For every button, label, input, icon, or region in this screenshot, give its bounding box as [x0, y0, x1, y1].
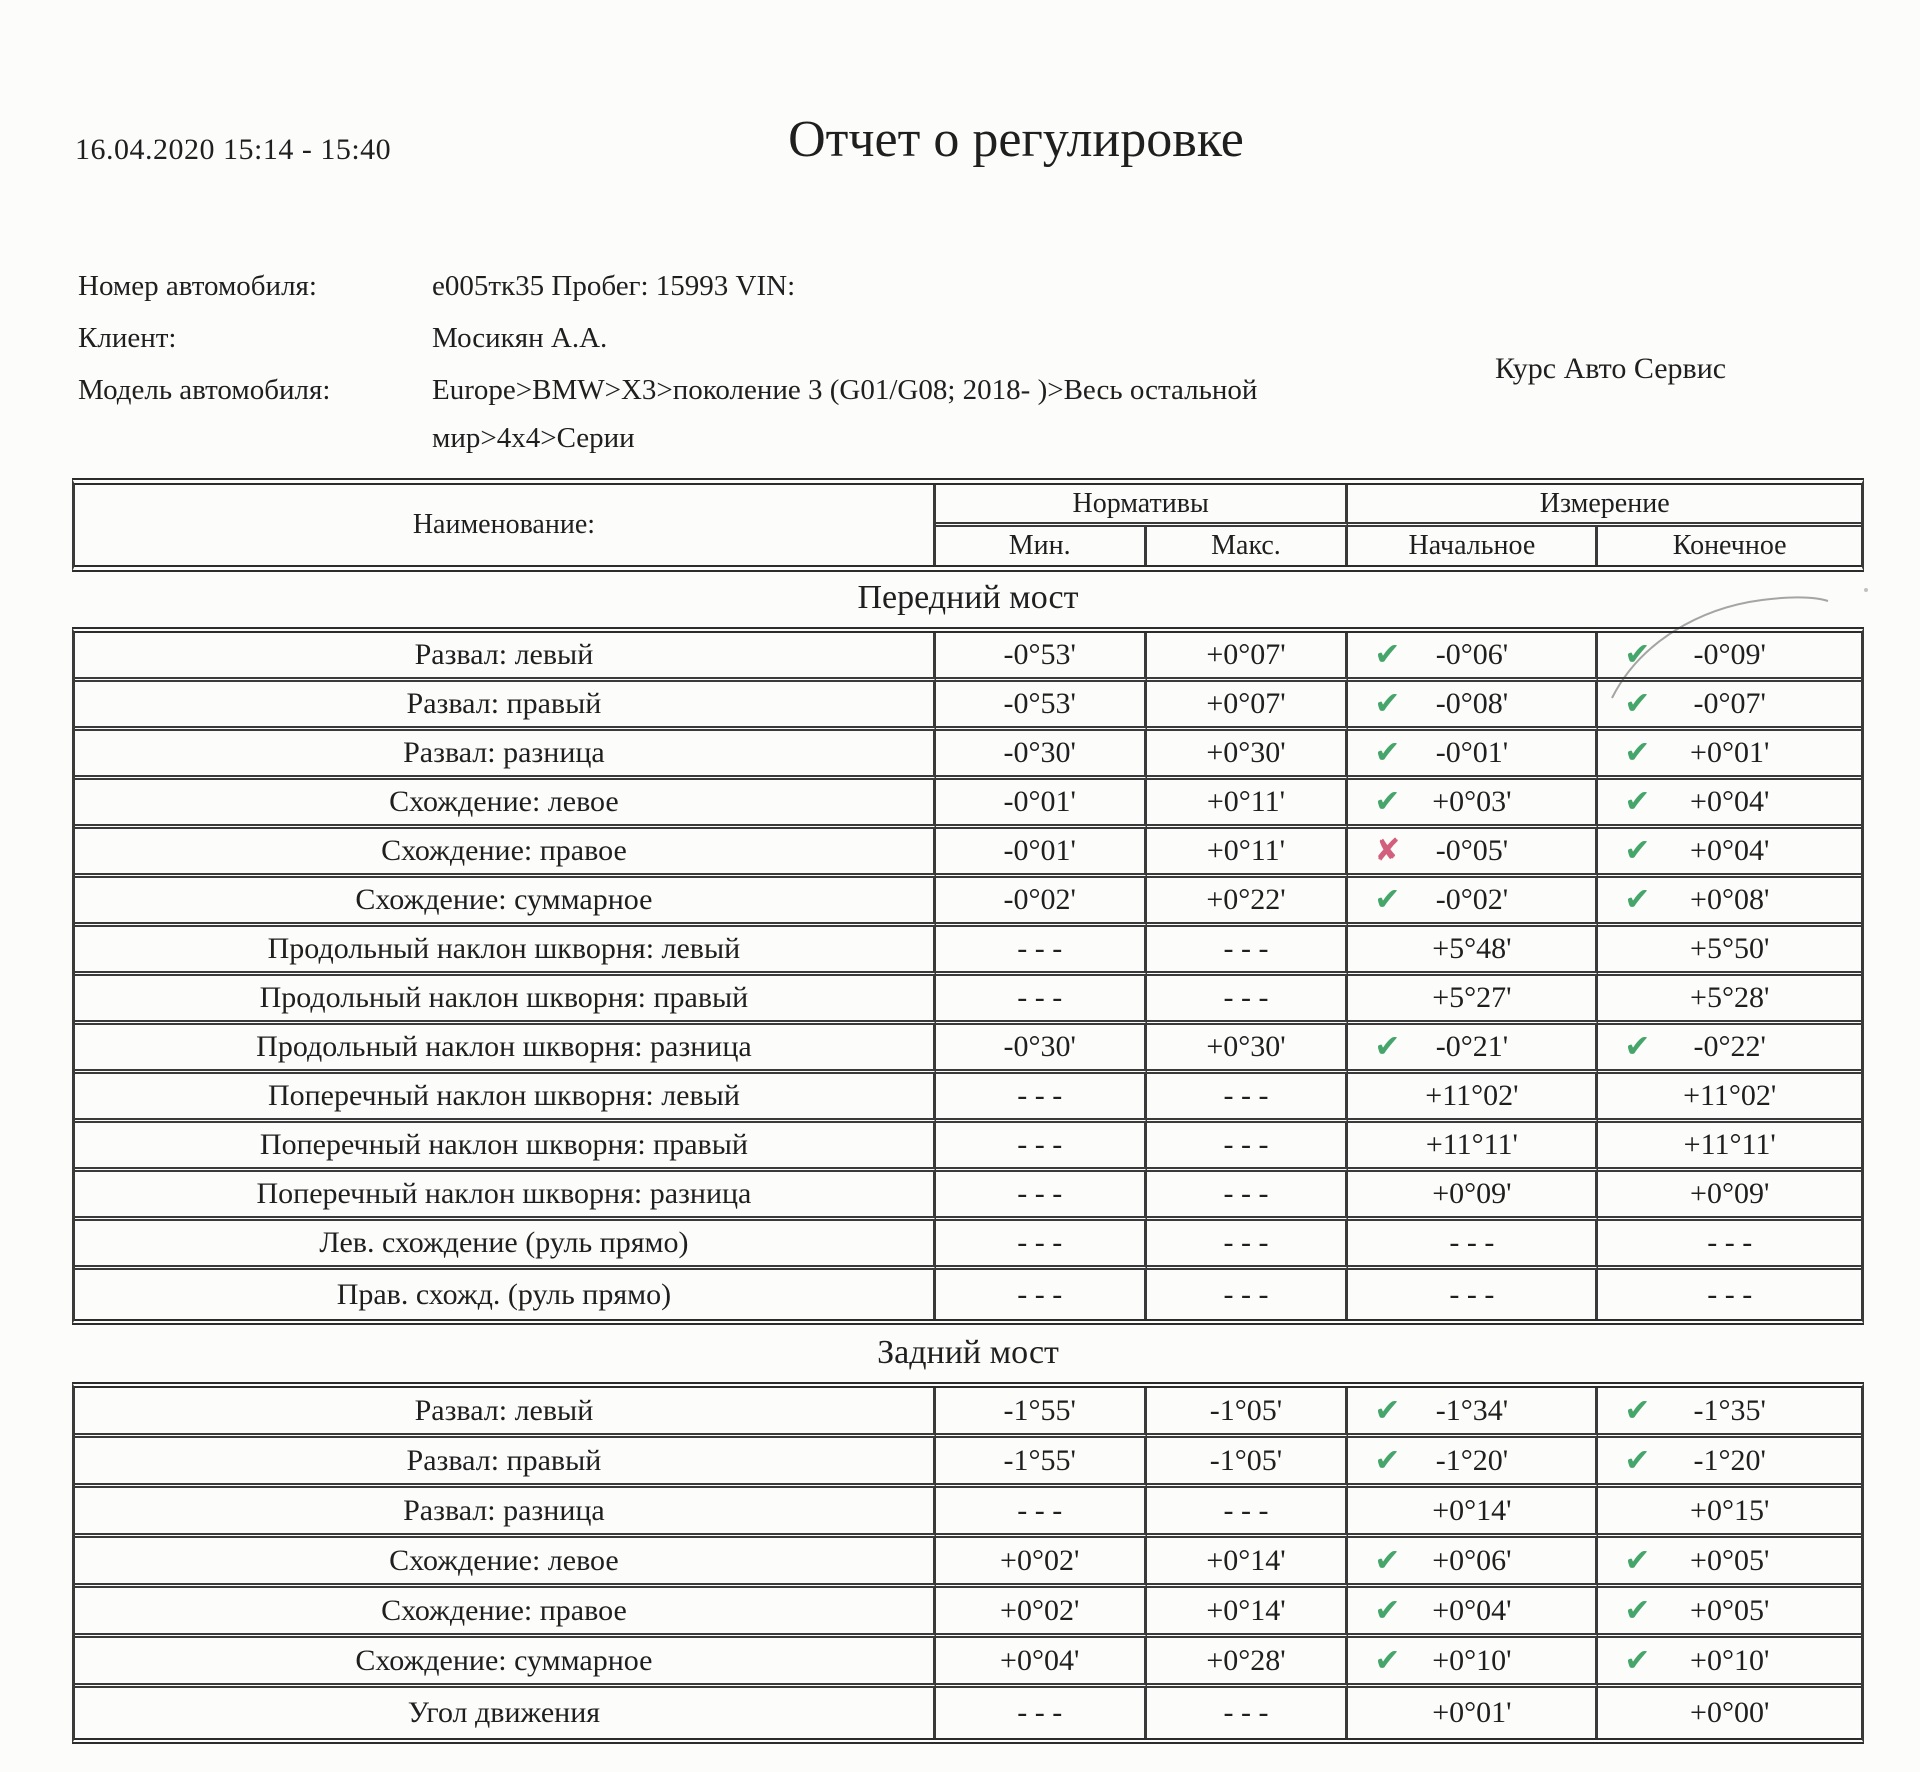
measured-value: - - -	[1707, 1277, 1753, 1311]
max-value: - - -	[1147, 1688, 1349, 1738]
measured-value: - - -	[1449, 1226, 1495, 1259]
measured-value: +0°00'	[1690, 1696, 1770, 1729]
report-datetime: 16.04.2020 15:14 - 15:40	[75, 133, 392, 166]
check-icon: ✔	[1624, 1542, 1651, 1578]
check-icon: ✔	[1624, 636, 1651, 673]
measured-value: +0°10'	[1690, 1643, 1770, 1677]
check-icon: ✔	[1624, 881, 1651, 918]
measured-value: -0°22'	[1693, 1030, 1766, 1063]
table-row	[75, 1538, 1861, 1588]
max-value: +0°07'	[1147, 633, 1349, 682]
table-header	[72, 478, 1864, 572]
vehicle-number-value: е005тк35 Пробег: 15993 VIN:	[432, 270, 796, 302]
final-measurement	[1598, 731, 1861, 780]
table-row	[75, 1688, 1861, 1738]
max-value: -1°05'	[1147, 1438, 1349, 1488]
final-measurement	[1598, 1074, 1861, 1123]
check-icon: ✔	[1624, 783, 1651, 820]
check-icon: ✔	[1624, 685, 1651, 722]
final-measurement	[1598, 1025, 1861, 1074]
table-row	[75, 1388, 1861, 1438]
table-row	[75, 1074, 1861, 1123]
parameter-name: Лев. схождение (руль прямо)	[75, 1221, 936, 1270]
max-value: - - -	[1147, 1172, 1349, 1221]
initial-measurement	[1348, 1688, 1598, 1738]
vehicle-number-label: Номер автомобиля:	[78, 270, 317, 302]
initial-measurement	[1348, 780, 1598, 829]
measured-value: +0°04'	[1690, 785, 1770, 818]
measured-value: +5°27'	[1432, 981, 1512, 1014]
max-value: +0°30'	[1147, 731, 1349, 780]
check-icon: ✔	[1624, 734, 1651, 771]
measured-value: +5°28'	[1690, 981, 1770, 1014]
parameter-name: Поперечный наклон шкворня: разница	[75, 1172, 936, 1221]
min-value: -0°01'	[936, 829, 1147, 878]
measured-value: - - -	[1449, 1277, 1495, 1311]
measured-value: +0°04'	[1432, 1593, 1512, 1627]
parameter-name: Развал: левый	[75, 633, 936, 682]
check-icon: ✔	[1374, 1442, 1401, 1478]
measured-value: -0°09'	[1693, 638, 1766, 671]
measured-value: +0°10'	[1432, 1643, 1512, 1677]
min-value: - - -	[936, 1221, 1147, 1270]
table-row	[75, 1270, 1861, 1319]
min-value: -1°55'	[936, 1438, 1147, 1488]
measured-value: -1°34'	[1435, 1393, 1509, 1427]
final-measurement	[1598, 1488, 1861, 1538]
final-measurement	[1598, 829, 1861, 878]
measured-value: +5°48'	[1432, 932, 1512, 965]
column-group-standards: Нормативы	[936, 485, 1349, 527]
measured-value: -0°02'	[1435, 883, 1509, 916]
final-measurement	[1598, 1438, 1861, 1488]
section-title: Передний мост	[857, 579, 1079, 616]
min-value: - - -	[936, 1688, 1147, 1738]
min-value: +0°02'	[936, 1538, 1147, 1588]
initial-measurement	[1348, 1172, 1598, 1221]
table-row	[75, 1123, 1861, 1172]
max-value: - - -	[1147, 1488, 1349, 1538]
initial-measurement	[1348, 927, 1598, 976]
max-value: +0°11'	[1147, 780, 1349, 829]
min-value: -0°01'	[936, 780, 1147, 829]
parameter-name: Угол движения	[75, 1688, 936, 1738]
max-value: - - -	[1147, 1123, 1349, 1172]
min-value: - - -	[936, 1172, 1147, 1221]
measured-value: -0°07'	[1693, 687, 1766, 720]
parameter-name: Развал: разница	[75, 731, 936, 780]
check-icon: ✔	[1374, 1028, 1401, 1065]
measured-value: +5°50'	[1690, 932, 1770, 965]
parameter-name: Поперечный наклон шкворня: левый	[75, 1074, 936, 1123]
table-row	[75, 878, 1861, 927]
table-row	[75, 829, 1861, 878]
final-measurement	[1598, 878, 1861, 927]
measured-value: -0°05'	[1435, 834, 1509, 867]
initial-measurement	[1348, 1488, 1598, 1538]
parameter-name: Схождение: левое	[75, 1538, 936, 1588]
table-row	[75, 1488, 1861, 1538]
model-value-line1: Europe>BMW>X3>поколение 3 (G01/G08; 2018- )>Весь остальной	[432, 374, 1258, 406]
table-row	[75, 682, 1861, 731]
initial-measurement	[1348, 1438, 1598, 1488]
check-icon: ✔	[1374, 734, 1401, 771]
final-measurement	[1598, 682, 1861, 731]
check-icon: ✔	[1624, 1592, 1651, 1628]
column-header-final: Конечное	[1672, 530, 1787, 561]
initial-measurement	[1348, 633, 1598, 682]
max-value: +0°30'	[1147, 1025, 1349, 1074]
max-value: -1°05'	[1147, 1388, 1349, 1438]
parameter-name: Продольный наклон шкворня: разница	[75, 1025, 936, 1074]
min-value: - - -	[936, 927, 1147, 976]
max-value: +0°07'	[1147, 682, 1349, 731]
check-icon: ✔	[1624, 832, 1651, 869]
check-icon: ✔	[1374, 636, 1401, 673]
parameter-name: Схождение: правое	[75, 829, 936, 878]
final-measurement	[1598, 976, 1861, 1025]
final-measurement	[1598, 633, 1861, 682]
check-icon: ✔	[1374, 783, 1401, 820]
parameter-name: Схождение: левое	[75, 780, 936, 829]
initial-measurement	[1348, 1588, 1598, 1638]
measured-value: +0°09'	[1432, 1177, 1512, 1210]
parameter-name: Развал: разница	[75, 1488, 936, 1538]
max-value: - - -	[1147, 1270, 1349, 1319]
measured-value: +0°08'	[1690, 883, 1770, 916]
min-value: -0°53'	[936, 633, 1147, 682]
final-measurement	[1598, 1172, 1861, 1221]
final-measurement	[1598, 780, 1861, 829]
check-icon: ✔	[1374, 881, 1401, 918]
workshop-name: Курс Авто Сервис	[1495, 352, 1727, 385]
check-icon: ✔	[1374, 1392, 1401, 1428]
measured-value: -0°01'	[1435, 736, 1509, 769]
min-value: -0°30'	[936, 731, 1147, 780]
min-value: - - -	[936, 1270, 1147, 1319]
min-value: - - -	[936, 1074, 1147, 1123]
table-row	[75, 1638, 1861, 1688]
max-value: +0°14'	[1147, 1538, 1349, 1588]
max-value: - - -	[1147, 976, 1349, 1025]
client-value: Мосикян А.А.	[432, 322, 608, 354]
table-row	[75, 976, 1861, 1025]
final-measurement	[1598, 1588, 1861, 1638]
min-value: +0°02'	[936, 1588, 1147, 1638]
final-measurement	[1598, 1123, 1861, 1172]
initial-measurement	[1348, 1025, 1598, 1074]
measured-value: -1°35'	[1693, 1393, 1766, 1427]
measured-value: +0°15'	[1690, 1493, 1770, 1527]
max-value: +0°14'	[1147, 1588, 1349, 1638]
max-value: +0°28'	[1147, 1638, 1349, 1688]
min-value: -0°30'	[936, 1025, 1147, 1074]
max-value: - - -	[1147, 927, 1349, 976]
measured-value: +11°11'	[1683, 1128, 1776, 1161]
parameter-name: Продольный наклон шкворня: левый	[75, 927, 936, 976]
alignment-table	[72, 627, 1864, 1325]
initial-measurement	[1348, 731, 1598, 780]
initial-measurement	[1348, 682, 1598, 731]
parameter-name: Схождение: суммарное	[75, 1638, 936, 1688]
table-row	[75, 1221, 1861, 1270]
measured-value: +11°11'	[1425, 1128, 1518, 1161]
client-label: Клиент:	[78, 322, 177, 354]
parameter-name: Поперечный наклон шкворня: правый	[75, 1123, 936, 1172]
min-value: -0°02'	[936, 878, 1147, 927]
max-value: - - -	[1147, 1074, 1349, 1123]
column-group-measurement: Измерение	[1348, 485, 1861, 527]
measured-value: +0°05'	[1690, 1543, 1770, 1577]
measured-value: +0°01'	[1432, 1696, 1512, 1729]
model-value-line2: мир>4x4>Серии	[432, 422, 635, 454]
parameter-name: Развал: левый	[75, 1388, 936, 1438]
initial-measurement	[1348, 1388, 1598, 1438]
parameter-name: Прав. схожд. (руль прямо)	[75, 1270, 936, 1319]
initial-measurement	[1348, 1538, 1598, 1588]
check-icon: ✔	[1374, 1542, 1401, 1578]
parameter-name: Развал: правый	[75, 682, 936, 731]
table-row	[75, 633, 1861, 682]
final-measurement	[1598, 1221, 1861, 1270]
table-row	[75, 780, 1861, 829]
section-title: Задний мост	[877, 1334, 1059, 1371]
measured-value: -0°08'	[1435, 687, 1509, 720]
check-icon: ✔	[1374, 1592, 1401, 1628]
alignment-table	[72, 1382, 1864, 1744]
final-measurement	[1598, 1388, 1861, 1438]
sections-container	[72, 578, 1864, 1748]
max-value: - - -	[1147, 1221, 1349, 1270]
column-header-initial: Начальное	[1348, 527, 1598, 565]
model-label: Модель автомобиля:	[78, 374, 331, 406]
measured-value: +0°04'	[1690, 834, 1770, 867]
max-value: +0°22'	[1147, 878, 1349, 927]
initial-measurement	[1348, 1123, 1598, 1172]
measured-value: -0°06'	[1435, 638, 1509, 671]
table-row	[75, 1588, 1861, 1638]
check-icon: ✔	[1624, 1028, 1651, 1065]
min-value: +0°04'	[936, 1638, 1147, 1688]
min-value: -1°55'	[936, 1388, 1147, 1438]
check-icon: ✔	[1624, 1442, 1651, 1478]
check-icon: ✔	[1624, 1642, 1651, 1678]
parameter-name: Продольный наклон шкворня: правый	[75, 976, 936, 1025]
measured-value: +11°02'	[1683, 1079, 1777, 1112]
parameter-name: Схождение: правое	[75, 1588, 936, 1638]
initial-measurement	[1348, 1638, 1598, 1688]
min-value: - - -	[936, 1488, 1147, 1538]
final-measurement	[1598, 1638, 1861, 1688]
initial-measurement	[1348, 1221, 1598, 1270]
check-icon: ✔	[1624, 1392, 1651, 1428]
measured-value: +0°03'	[1432, 785, 1512, 818]
parameter-name: Схождение: суммарное	[75, 878, 936, 927]
table-row	[75, 1025, 1861, 1074]
min-value: - - -	[936, 976, 1147, 1025]
table-row	[75, 1438, 1861, 1488]
initial-measurement	[1348, 1074, 1598, 1123]
table-row	[75, 927, 1861, 976]
measured-value: +0°14'	[1432, 1493, 1512, 1527]
min-value: - - -	[936, 1123, 1147, 1172]
max-value: +0°11'	[1147, 829, 1349, 878]
initial-measurement	[1348, 829, 1598, 878]
measured-value: +0°05'	[1690, 1593, 1770, 1627]
check-icon: ✔	[1374, 685, 1401, 722]
table-row	[75, 731, 1861, 780]
measured-value: -1°20'	[1693, 1443, 1766, 1477]
check-icon: ✔	[1374, 1642, 1401, 1678]
measured-value: +11°02'	[1425, 1079, 1519, 1112]
parameter-name: Развал: правый	[75, 1438, 936, 1488]
final-measurement	[1598, 1270, 1861, 1319]
cross-icon: ✘	[1374, 832, 1401, 869]
initial-measurement	[1348, 976, 1598, 1025]
measured-value: -1°20'	[1435, 1443, 1509, 1477]
measured-value: +0°01'	[1690, 736, 1770, 769]
measured-value: +0°09'	[1690, 1177, 1770, 1210]
measured-value: +0°06'	[1432, 1543, 1512, 1577]
final-measurement	[1598, 927, 1861, 976]
final-measurement	[1598, 1538, 1861, 1588]
measured-value: -0°21'	[1435, 1030, 1509, 1063]
column-header-max: Макс.	[1147, 527, 1349, 565]
measured-value: - - -	[1707, 1226, 1753, 1259]
min-value: -0°53'	[936, 682, 1147, 731]
initial-measurement	[1348, 878, 1598, 927]
final-measurement	[1598, 1688, 1861, 1738]
page-title: Отчет о регулировке	[788, 111, 1244, 168]
column-header-min: Мин.	[936, 527, 1147, 565]
initial-measurement	[1348, 1270, 1598, 1319]
table-row	[75, 1172, 1861, 1221]
column-header-name: Наименование:	[75, 485, 936, 565]
